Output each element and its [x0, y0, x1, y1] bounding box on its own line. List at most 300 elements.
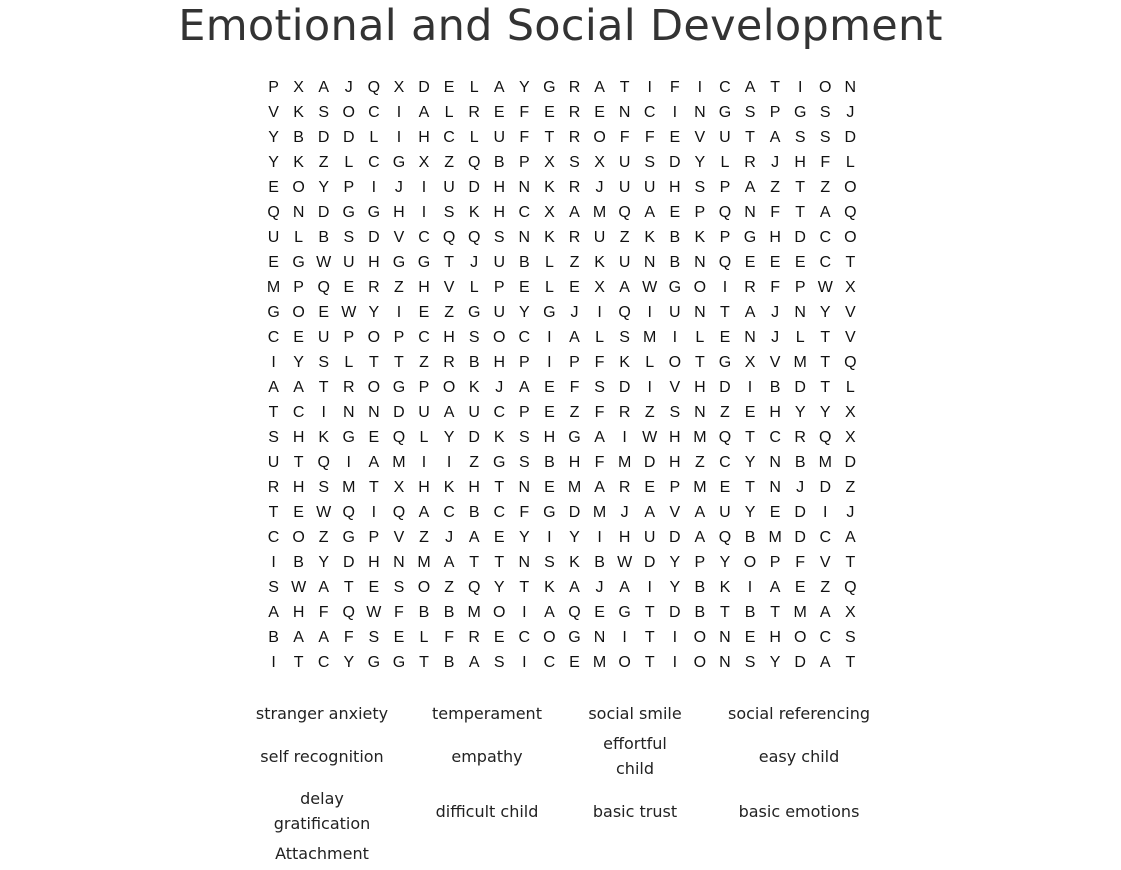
grid-letter: I — [547, 329, 552, 346]
grid-letter: P — [293, 279, 304, 296]
grid-letter: N — [393, 554, 405, 571]
grid-letter: E — [318, 304, 330, 321]
grid-letter: F — [318, 604, 329, 621]
grid-letter: L — [344, 154, 354, 171]
grid-letter: I — [747, 379, 753, 396]
grid-letter: B — [769, 379, 781, 396]
grid-letter: G — [543, 79, 556, 96]
grid-letter: I — [446, 454, 452, 471]
grid-letter: H — [468, 479, 480, 496]
grid-letter: T — [444, 254, 454, 271]
grid-letter: B — [744, 529, 756, 546]
grid-letter: I — [421, 179, 427, 196]
grid-letter: I — [271, 554, 276, 571]
grid-letter: Y — [518, 529, 530, 546]
grid-letter: G — [718, 354, 732, 371]
grid-letter: U — [493, 129, 506, 146]
grid-letter: E — [443, 79, 455, 96]
grid-letter: D — [317, 129, 330, 146]
grid-letter: G — [568, 629, 581, 646]
grid-letter: Y — [293, 354, 304, 371]
grid-letter: P — [694, 554, 706, 571]
grid-letter: O — [442, 379, 456, 396]
grid-letter: Q — [392, 429, 406, 446]
grid-letter: S — [518, 429, 530, 446]
grid-letter: T — [544, 129, 555, 146]
grid-letter: T — [720, 304, 730, 321]
grid-letter: J — [495, 379, 504, 396]
word-item: stranger anxiety — [255, 704, 389, 723]
grid-letter: M — [467, 604, 481, 621]
grid-letter: C — [493, 404, 506, 421]
grid-letter: N — [518, 554, 531, 571]
grid-letter: I — [597, 304, 602, 321]
grid-letter: O — [543, 629, 556, 646]
grid-letter: P — [518, 404, 530, 421]
grid-letter: Q — [317, 454, 330, 471]
grid-letter: G — [668, 279, 682, 296]
grid-letter: K — [493, 429, 505, 446]
grid-letter: A — [443, 404, 455, 421]
grid-letter: Z — [318, 154, 329, 171]
grid-letter: T — [845, 654, 856, 671]
grid-letter: N — [518, 229, 531, 246]
page-title: Emotional and Social Development — [178, 1, 943, 51]
grid-letter: T — [745, 129, 755, 146]
grid-letter: X — [393, 479, 405, 496]
grid-letter: F — [770, 204, 780, 221]
grid-letter: Z — [820, 579, 831, 596]
grid-letter: H — [368, 554, 380, 571]
grid-letter: A — [644, 204, 656, 221]
grid-letter: X — [393, 79, 405, 96]
grid-letter: E — [794, 579, 806, 596]
grid-letter: R — [618, 404, 631, 421]
grid-letter: X — [594, 154, 605, 171]
grid-letter: E — [393, 629, 405, 646]
grid-letter: M — [818, 454, 832, 471]
grid-letter: T — [745, 429, 755, 446]
grid-letter: S — [744, 654, 756, 671]
grid-letter: N — [694, 404, 706, 421]
grid-letter: P — [769, 554, 781, 571]
grid-letter: G — [292, 254, 305, 271]
grid-letter: A — [769, 579, 781, 596]
grid-letter: A — [744, 79, 756, 96]
word-item: effortful child — [603, 734, 667, 778]
grid-letter: T — [820, 354, 831, 371]
grid-letter: R — [368, 279, 380, 296]
grid-letter: K — [468, 379, 480, 396]
grid-letter: B — [694, 579, 706, 596]
grid-letter: I — [622, 429, 627, 446]
grid-letter: C — [819, 229, 832, 246]
grid-letter: S — [318, 354, 330, 371]
grid-letter: T — [720, 604, 730, 621]
grid-letter: G — [467, 304, 481, 321]
grid-letter: T — [494, 479, 505, 496]
grid-letter: H — [769, 404, 781, 421]
grid-letter: O — [844, 229, 857, 246]
grid-letter: X — [845, 429, 856, 446]
grid-letter: F — [594, 454, 605, 471]
grid-letter: C — [317, 654, 330, 671]
grid-letter: A — [694, 529, 706, 546]
grid-letter: D — [794, 654, 806, 671]
grid-letter: W — [366, 604, 382, 621]
grid-letter: Y — [794, 404, 806, 421]
grid-letter: A — [819, 604, 831, 621]
grid-letter: P — [418, 379, 430, 396]
grid-letter: T — [644, 629, 655, 646]
grid-letter: D — [342, 129, 355, 146]
grid-letter: N — [769, 454, 781, 471]
grid-letter: G — [392, 379, 406, 396]
grid-letter: T — [268, 504, 279, 521]
grid-letter: A — [318, 629, 330, 646]
grid-letter: C — [418, 329, 430, 346]
grid-letter: T — [619, 79, 630, 96]
grid-letter: I — [697, 79, 703, 96]
grid-letter: T — [394, 354, 404, 371]
grid-letter: H — [694, 379, 706, 396]
grid-letter: L — [419, 629, 429, 646]
grid-letter: R — [568, 179, 581, 196]
grid-letter: A — [268, 379, 279, 396]
grid-letter: N — [292, 204, 305, 221]
word-item: basic emotions — [738, 802, 860, 821]
grid-letter: E — [544, 379, 555, 396]
grid-letter: O — [342, 104, 355, 121]
grid-letter: K — [318, 429, 330, 446]
grid-letter: V — [393, 229, 405, 246]
grid-letter: N — [618, 104, 631, 121]
grid-letter: L — [720, 154, 730, 171]
grid-letter: H — [669, 429, 681, 446]
grid-letter: Q — [342, 504, 355, 521]
grid-letter: I — [547, 529, 552, 546]
grid-letter: S — [845, 629, 856, 646]
grid-letter: P — [769, 104, 781, 121]
grid-letter: B — [443, 604, 455, 621]
grid-letter: S — [318, 104, 330, 121]
grid-letter: A — [619, 579, 630, 596]
grid-letter: L — [845, 154, 855, 171]
grid-letter: B — [293, 129, 304, 146]
grid-letter: X — [845, 604, 856, 621]
grid-letter: U — [342, 254, 355, 271]
grid-letter: G — [543, 304, 556, 321]
grid-letter: Z — [845, 479, 856, 496]
grid-letter: H — [493, 179, 506, 196]
grid-letter: N — [694, 104, 706, 121]
grid-letter: M — [693, 479, 707, 496]
grid-letter: X — [418, 154, 430, 171]
grid-letter: E — [293, 329, 304, 346]
grid-letter: A — [744, 304, 756, 321]
grid-letter: J — [445, 529, 454, 546]
grid-letter: J — [344, 79, 353, 96]
grid-letter: I — [522, 654, 527, 671]
grid-letter: A — [493, 79, 505, 96]
grid-letter: I — [672, 329, 678, 346]
grid-letter: N — [518, 179, 531, 196]
grid-letter: S — [544, 554, 555, 571]
grid-letter: Q — [718, 254, 732, 271]
grid-letter: C — [518, 329, 531, 346]
grid-letter: D — [669, 154, 681, 171]
grid-letter: Y — [744, 504, 756, 521]
grid-letter: X — [544, 154, 555, 171]
grid-letter: J — [394, 179, 403, 196]
grid-letter: Y — [493, 579, 505, 596]
grid-letter: G — [493, 454, 506, 471]
grid-letter: P — [669, 479, 681, 496]
grid-letter: N — [694, 254, 706, 271]
grid-letter: G — [392, 154, 406, 171]
grid-letter: L — [469, 279, 479, 296]
grid-letter: K — [544, 229, 555, 246]
grid-letter: U — [317, 329, 330, 346]
grid-letter: P — [268, 79, 279, 96]
grid-letter: A — [594, 429, 605, 446]
grid-letter: O — [693, 654, 707, 671]
grid-letter: Y — [518, 304, 530, 321]
grid-letter: I — [396, 104, 402, 121]
grid-letter: C — [769, 429, 781, 446]
grid-letter: R — [568, 104, 581, 121]
grid-letter: K — [443, 479, 455, 496]
grid-letter: X — [845, 404, 856, 421]
grid-letter: D — [342, 554, 355, 571]
grid-letter: I — [271, 654, 276, 671]
grid-letter: F — [444, 629, 454, 646]
grid-letter: V — [393, 529, 405, 546]
grid-letter: A — [418, 104, 430, 121]
grid-letter: T — [770, 79, 780, 96]
grid-letter: C — [493, 504, 506, 521]
grid-letter: K — [569, 554, 580, 571]
grid-letter: H — [543, 429, 556, 446]
grid-letter: H — [292, 429, 305, 446]
grid-letter: R — [568, 229, 581, 246]
grid-letter: B — [493, 154, 505, 171]
grid-letter: I — [522, 604, 527, 621]
grid-letter: S — [794, 129, 806, 146]
grid-letter: P — [343, 329, 355, 346]
grid-letter: Y — [268, 129, 279, 146]
grid-letter: S — [493, 654, 505, 671]
grid-letter: E — [569, 279, 580, 296]
grid-letter: B — [293, 554, 304, 571]
grid-letter: E — [544, 479, 555, 496]
grid-letter: A — [318, 579, 330, 596]
grid-letter: G — [417, 254, 431, 271]
grid-letter: E — [493, 104, 505, 121]
grid-letter: D — [669, 529, 681, 546]
grid-letter: C — [819, 629, 832, 646]
grid-letter: E — [544, 104, 555, 121]
grid-letter: H — [769, 229, 781, 246]
grid-letter: I — [672, 629, 678, 646]
grid-letter: P — [719, 229, 731, 246]
grid-letter: H — [418, 129, 430, 146]
grid-letter: O — [493, 604, 506, 621]
grid-letter: J — [846, 104, 855, 121]
grid-letter: H — [418, 279, 430, 296]
grid-letter: F — [669, 79, 680, 96]
grid-letter: S — [669, 404, 681, 421]
grid-letter: S — [368, 629, 380, 646]
grid-letter: U — [719, 504, 731, 521]
grid-letter: O — [417, 579, 431, 596]
grid-letter: N — [844, 79, 857, 96]
grid-letter: Z — [619, 229, 630, 246]
grid-letter: R — [568, 129, 581, 146]
grid-letter: Q — [844, 354, 857, 371]
grid-letter: D — [393, 404, 405, 421]
grid-letter: A — [819, 654, 831, 671]
grid-letter: A — [318, 79, 330, 96]
grid-letter: E — [719, 479, 731, 496]
grid-letter: Z — [569, 404, 580, 421]
grid-letter: H — [618, 529, 631, 546]
word-item: social smile — [588, 704, 682, 723]
grid-letter: A — [468, 654, 480, 671]
grid-letter: I — [797, 79, 803, 96]
grid-letter: N — [342, 404, 355, 421]
grid-letter: S — [268, 579, 279, 596]
grid-letter: Z — [318, 529, 329, 546]
grid-letter: Q — [844, 204, 857, 221]
grid-letter: Y — [368, 304, 380, 321]
grid-letter: B — [669, 229, 681, 246]
grid-letter: O — [593, 129, 606, 146]
grid-letter: Y — [769, 654, 781, 671]
grid-letter: C — [543, 654, 556, 671]
grid-letter: E — [518, 279, 530, 296]
grid-letter: V — [845, 304, 856, 321]
grid-letter: H — [292, 479, 305, 496]
grid-letter: H — [669, 454, 681, 471]
grid-letter: U — [493, 304, 506, 321]
grid-letter: U — [418, 404, 430, 421]
grid-letter: R — [744, 279, 756, 296]
grid-letter: W — [291, 579, 307, 596]
grid-letter: O — [743, 554, 757, 571]
grid-letter: I — [647, 379, 652, 396]
grid-letter: D — [794, 379, 806, 396]
grid-letter: C — [443, 504, 455, 521]
grid-letter: V — [268, 104, 279, 121]
word-item: self recognition — [260, 747, 384, 766]
word-item: social referencing — [728, 704, 870, 723]
grid-letter: G — [543, 504, 556, 521]
grid-letter: B — [468, 354, 480, 371]
grid-letter: O — [618, 654, 631, 671]
grid-letter: T — [343, 579, 354, 596]
grid-letter: R — [568, 79, 581, 96]
grid-letter: K — [644, 229, 656, 246]
grid-letter: J — [595, 579, 604, 596]
grid-letter: A — [544, 604, 555, 621]
grid-letter: T — [368, 479, 379, 496]
grid-letter: A — [644, 504, 656, 521]
grid-letter: U — [593, 229, 606, 246]
grid-letter: D — [794, 229, 806, 246]
grid-letter: T — [795, 179, 806, 196]
grid-letter: I — [321, 404, 326, 421]
grid-letter: M — [417, 554, 431, 571]
grid-letter: U — [669, 304, 681, 321]
grid-letter: T — [419, 654, 429, 671]
grid-letter: O — [693, 279, 707, 296]
grid-letter: P — [518, 154, 530, 171]
grid-letter: F — [519, 129, 530, 146]
grid-letter: G — [342, 429, 355, 446]
grid-letter: L — [845, 379, 855, 396]
grid-letter: E — [644, 479, 656, 496]
grid-letter: I — [396, 129, 402, 146]
grid-letter: P — [393, 329, 405, 346]
grid-letter: M — [617, 454, 632, 471]
grid-letter: N — [518, 479, 531, 496]
grid-letter: L — [469, 129, 479, 146]
grid-letter: E — [744, 404, 756, 421]
grid-letter: L — [419, 429, 429, 446]
grid-letter: D — [794, 529, 806, 546]
grid-letter: S — [744, 104, 756, 121]
grid-letter: D — [618, 379, 631, 396]
word-item: easy child — [758, 747, 840, 766]
grid-letter: F — [394, 604, 404, 621]
grid-letter: O — [292, 179, 305, 196]
grid-letter: U — [618, 254, 631, 271]
grid-letter: O — [292, 304, 305, 321]
grid-letter: K — [544, 579, 555, 596]
grid-letter: Y — [443, 429, 455, 446]
grid-letter: S — [268, 429, 279, 446]
grid-letter: C — [819, 529, 832, 546]
grid-letter: P — [694, 204, 706, 221]
grid-letter: I — [421, 204, 427, 221]
grid-letter: S — [569, 154, 580, 171]
grid-letter: F — [644, 129, 655, 146]
grid-letter: L — [369, 129, 379, 146]
grid-letter: A — [845, 529, 856, 546]
grid-letter: M — [342, 479, 356, 496]
grid-letter: Q — [718, 529, 732, 546]
grid-letter: D — [844, 454, 857, 471]
grid-letter: A — [744, 179, 756, 196]
grid-letter: M — [592, 654, 607, 671]
grid-letter: Z — [419, 354, 429, 371]
grid-letter: W — [617, 554, 633, 571]
grid-letter: V — [819, 554, 831, 571]
grid-letter: L — [544, 254, 554, 271]
grid-letter: L — [645, 354, 655, 371]
grid-letter: K — [719, 579, 731, 596]
grid-letter: Z — [569, 254, 580, 271]
grid-letter: X — [845, 279, 856, 296]
grid-letter: N — [643, 254, 656, 271]
grid-letter: M — [768, 529, 782, 546]
grid-letter: A — [819, 204, 831, 221]
grid-letter: T — [845, 554, 856, 571]
grid-letter: T — [845, 254, 856, 271]
grid-letter: H — [493, 354, 506, 371]
grid-letter: A — [594, 479, 605, 496]
